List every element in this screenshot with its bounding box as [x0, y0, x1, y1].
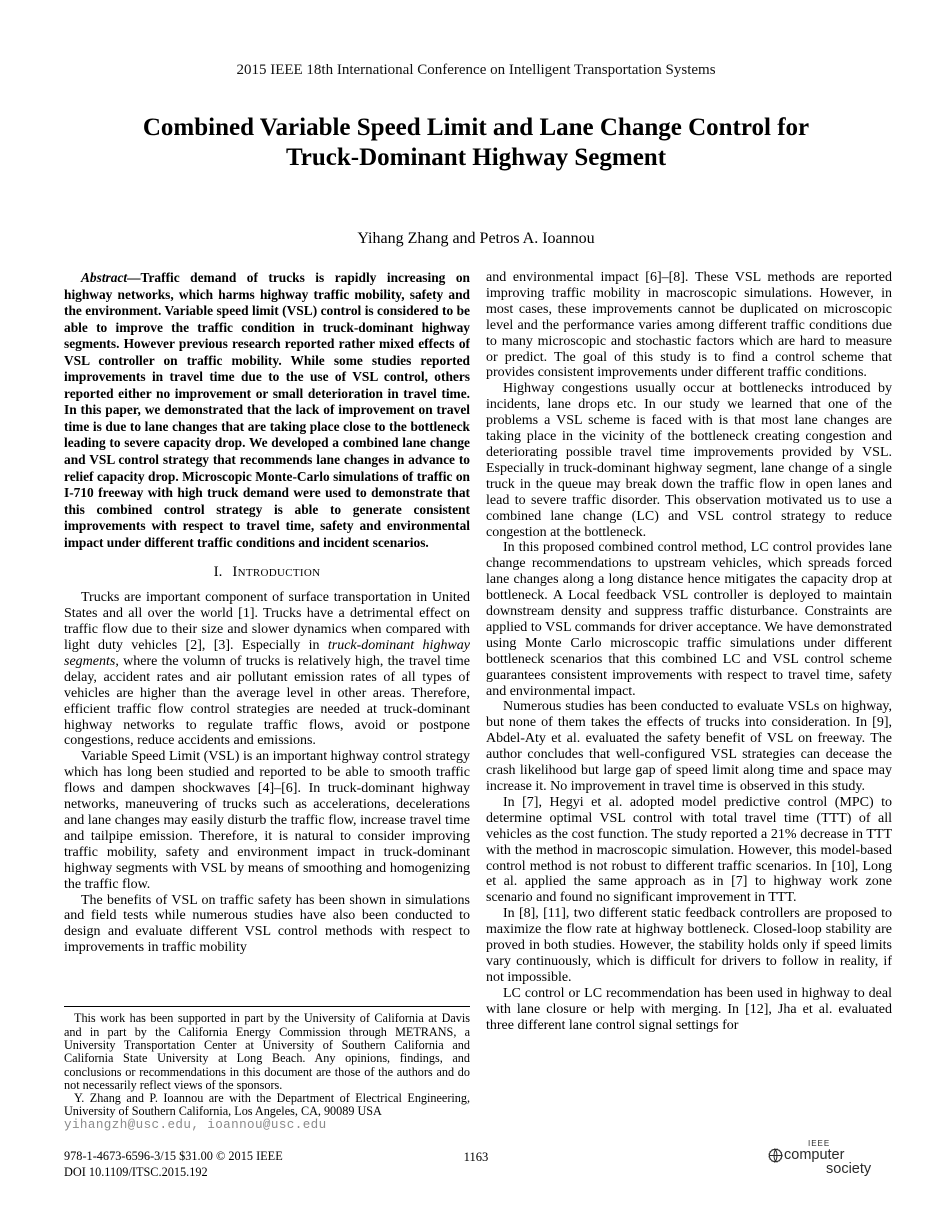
intro-paragraph-3: The benefits of VSL on traffic safety has been shown in simulations and field tests while numerous studies have also been conducted to design and evaluate different VSL control methods with respect to improvements in traffic mobility [64, 892, 470, 956]
section-number: I. [213, 564, 223, 581]
paper-title [0, 113, 952, 173]
paper-title-line-2: Truck-Dominant Highway Segment [285, 144, 667, 171]
logo-computer-label: computer [784, 1147, 845, 1163]
conference-header: 2015 IEEE 18th International Conference on Intelligent Transportation Systems [236, 62, 716, 78]
author-line: Yihang Zhang and Petros A. Ioannou [357, 230, 595, 247]
computer-society-emblem-icon [768, 1148, 783, 1163]
abstract-paragraph [64, 270, 470, 551]
intro-paragraph-2: Variable Speed Limit (VSL) is an important highway control strategy which has long been studied and reported to be able to smooth traffic flows and dampen shockwaves [4]–[6]. In truck-dominant highway networks, maneuvering of trucks such as accelerations, decelerations and lane changes may easily disturb the traffic flow, increase travel time and tailpipe emission. Therefore, it is natural to consider improving traffic mobility, safety and environment impact in truck-dominant highway segments with VSL by means of smoothing and homogenizing the traffic flow. [64, 749, 470, 892]
intro-paragraph-1 [64, 590, 470, 749]
two-column-body [64, 270, 892, 1132]
intro-paragraph-5: In this proposed combined control method, LC control provides lane change recommendations to upstream vehicles, which spreads forced lane changes along a long distance hence mitigates the capacity drop at bottleneck. A Local feedback VSL controller is deployed to maintain downstream density and suppress traffic disturbance. Constraints are applied to VSL commands for driver acceptance. We have demonstrated using Monte Carlo microscopic traffic simulations under different bottleneck scenarios that this combined LC and VSL control scheme guarantees consistent improvements with respect to travel time, safety and environmental impact. [486, 540, 892, 699]
paper-title-line-1: Combined Variable Speed Limit and Lane Change Control for [142, 114, 810, 141]
abstract-text: —Traffic demand of trucks is rapidly increasing on highway networks, which harms highway traffic mobility, safety and the environment. Variable speed limit (VSL) control is considered to be able to improve the traffic condition in truck-dominant highway segments. However previous research reported rather mixed effects of VSL controller on traffic mobility. While some studies reported improvements in travel time due to the use of VSL control, others reported either no improvement or small deterioration in travel time. In this paper, we demonstrated that the lack of improvement on travel time is due to lane changes that are taking place close to the bottleneck leading to severe capacity drop. We developed a combined lane change and VSL control strategy that recommends lane changes in advance to relief capacity drop. Microscopic Monte-Carlo simulations of traffic on I-710 freeway with high truck demand were used to demonstrate that this combined control strategy is able to generate consistent improvements with respect to travel time, safety and environmental impact under different traffic conditions and incident scenarios. [64, 270, 470, 550]
intro-paragraph-8: In [8], [11], two different static feedback controllers are proposed to maximize the flow rate at highway bottleneck. Closed-loop stability are proved in both studies. However, the stability holds only if speed limits vary continuously, which is difficult for drivers to follow in reality, if not impossible. [486, 906, 892, 985]
right-column [486, 270, 892, 1132]
ieee-computer-society-logo [768, 1140, 878, 1182]
author-emails: yihangzh@usc.edu, ioannou@usc.edu [64, 1117, 327, 1132]
left-column [64, 270, 470, 1132]
logo-ieee-label: IEEE [808, 1139, 831, 1148]
affiliation-footnote: Y. Zhang and P. Ioannou are with the Department of Electrical Engineering, University of Southern California, Los Angeles, CA, 90089 USA [64, 1091, 470, 1119]
intro-paragraph-4: Highway congestions usually occur at bottlenecks introduced by incidents, lane drops etc. In our study we learned that one of the problems a VSL scheme is faced with is that most lane changes are taking place in the vicinity of the bottleneck creating congestion and deteriorating possible travel time improvements provided by VSL. Especially in truck-dominant highway segment, lane change of a single truck in the queue may break down the traffic flow in open lanes and lead to severe traffic disorder. This observation motivated us to use a combined lane change (LC) and VSL control strategy to reduce congestion at the bottleneck. [486, 381, 892, 540]
section-title: Introduction [232, 564, 321, 581]
intro-paragraph-1-text-b: , where the volumn of trucks is relatively high, the travel time delay, accident rates and air pollutant emission rates of all types of vehicles are higher than the average level in other areas. Therefore, efficient traffic flow control strategies are needed at truck-dominant highway networks to regulate traffic flows, avoid or postpone congestions, reduce accidents and emissions. [64, 653, 470, 749]
intro-paragraph-6: Numerous studies has been conducted to evaluate VSLs on highway, but none of them takes the effects of trucks into consideration. In [9], Abdel-Aty et al. evaluated the safety benefit of VSL on freeway. The author concludes that well-configured VSL strategies can decease the crash likelihood but large gap of speed limit along time and space may increase it. No improvement in travel time is observed in this study. [486, 699, 892, 794]
author-footnote [64, 1006, 470, 1132]
intro-paragraph-7: In [7], Hegyi et al. adopted model predictive control (MPC) to determine optimal VSL control with total travel time (TTT) of all vehicles as the cost function. The study reported a 21% decrease in TTT with the method in macroscopic simulation. However, this model-based control method is not robust to different traffic scenarios. In [10], Long et al. applied the same approach as in [7] to highway work zone scenario and found no significant improvement in TTT. [486, 794, 892, 906]
copyright-line: 978-1-4673-6596-3/15 $31.00 © 2015 IEEE [64, 1149, 283, 1163]
section-heading-introduction [64, 564, 470, 581]
page-number: 1163 [463, 1150, 489, 1164]
italic-phrase-truck-dominant: truck-dominant highway segments [64, 638, 470, 669]
abstract-label: Abstract [81, 270, 128, 285]
intro-paragraph-3-continued: and environmental impact [6]–[8]. These VSL methods are reported improving traffic mobility in macroscopic simulations. However, in most cases, these improvements cannot be duplicated on microscopic level and the performance varies among different traffic conditions due to many microscopic and stochastic factors which are hard to measure or predict. The goal of this study is to find a control scheme that provides consistent improvements under different traffic conditions. [486, 270, 892, 381]
intro-paragraph-1-text-a: Trucks are important component of surface transportation in United States and all over the world [1]. Trucks have a detrimental effect on traffic flow due to their size and slower dynamics when compared with light duty vehicles [2], [3]. Especially in [64, 590, 470, 654]
funding-footnote: This work has been supported in part by the University of California at Davis and in part by the California Energy Commission through METRANS, a University Transportation Center at University of Southern California and California State University at Long Beach. Any opinions, findings, and conclusions or recommendations in this document are those of the authors and do not necessarily reflect views of the sponsors. [64, 1011, 470, 1092]
intro-paragraph-9: LC control or LC recommendation has been used in highway to deal with lane closure or help with merging. In [12], Jha et al. evaluated three different lane control signal settings for [486, 985, 892, 1033]
doi-line: DOI 10.1109/ITSC.2015.192 [64, 1165, 208, 1179]
logo-society-label: society [826, 1161, 872, 1177]
